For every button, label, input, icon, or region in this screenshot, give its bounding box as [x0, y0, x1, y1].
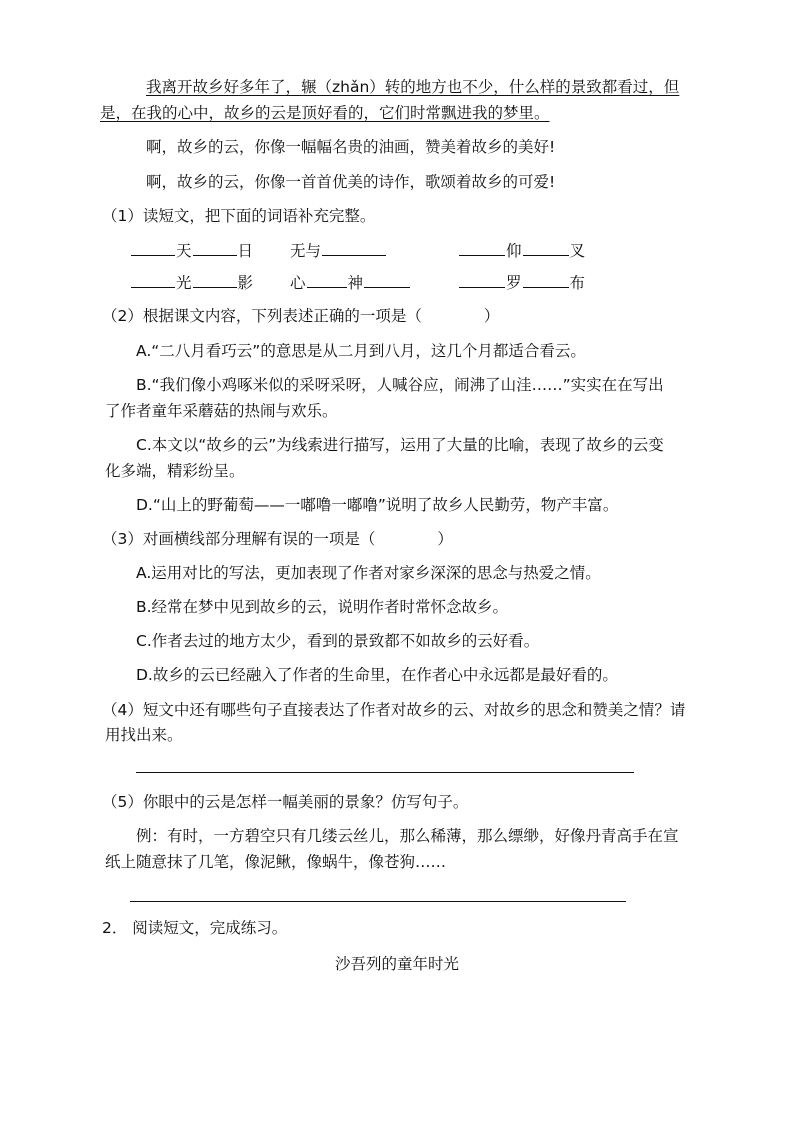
q3-option-a: A.运用对比的写法，更加表现了作者对家乡深深的思念与热爱之情。 [136, 564, 601, 582]
q1-word-5 [290, 269, 411, 295]
q2-option-b-line-2: 了作者童年采蘑菇的热闹与欢乐。 [105, 402, 338, 420]
q1-word-1 [130, 237, 253, 263]
question-2-prompt [102, 304, 499, 328]
q2-option-c-line-2: 化多端，精彩纷呈。 [105, 462, 245, 480]
word-char: 日 [237, 242, 254, 260]
question-4-line-1: （4）短文中还有哪些句子直接表达了作者对故乡的云、对故乡的思念和赞美之情？请 [102, 701, 686, 719]
passage-underlined-line-1: 我离开故乡好多年了，辗（zhǎn）转的地方也不少，什么样的景致都看过，但 [146, 78, 680, 96]
q5-example-line-2: 纸上随意抹了几笔，像泥鳅，像蜗牛，像苍狗…… [105, 853, 447, 871]
q2-option-b-line-1: B.“我们像小鸡啄米似的采呀采呀，人喊谷应，闹沸了山洼……”实实在在写出 [136, 376, 664, 394]
word-char: 罗 [506, 274, 522, 292]
q3-close-paren: ） [437, 530, 453, 548]
q2-option-a: A.“二八月看巧云”的意思是从二月到八月，这几个月都适合看云。 [136, 342, 586, 360]
q2-option-c-line-1: C.本文以“故乡的云”为线索进行描写，运用了大量的比喻，表现了故乡的云变 [136, 436, 664, 454]
fill-blank[interactable] [523, 269, 569, 288]
question-3-prompt [102, 527, 453, 551]
passage-title: 沙吾列的童年时光 [334, 955, 459, 973]
word-char: 天 [176, 242, 192, 260]
word-char: 仰 [506, 242, 522, 260]
q1-word-4 [130, 269, 253, 295]
fill-blank[interactable] [307, 269, 347, 288]
word-char: 叉 [569, 242, 586, 260]
q2-close-paren: ） [483, 307, 500, 325]
question-5-prompt: （5）你眼中的云是怎样一幅美丽的景象？仿写句子。 [102, 793, 469, 811]
q3-prompt-text: （3）对画横线部分理解有误的一项是（ [102, 530, 376, 548]
fill-blank[interactable] [322, 237, 386, 256]
q3-option-d: D.故乡的云已经融入了作者的生命里，在作者心中永远都是最好看的。 [136, 666, 618, 684]
q4-answer-line[interactable] [136, 772, 634, 773]
q3-option-c: C.作者去过的地方太少，看到的景致都不如故乡的云好看。 [136, 632, 540, 650]
word-char: 影 [237, 274, 254, 292]
fill-blank[interactable] [523, 237, 569, 256]
fill-blank[interactable] [131, 237, 175, 256]
word-char: 无与 [290, 242, 322, 260]
fill-blank[interactable] [459, 237, 505, 256]
fill-blank[interactable] [193, 237, 237, 256]
question-1-prompt: （1）读短文，把下面的词语补充完整。 [102, 207, 376, 225]
q5-answer-line[interactable] [130, 901, 626, 902]
passage-line-4: 啊，故乡的云，你像一首首优美的诗作，歌颂着故乡的可爱! [146, 173, 556, 191]
passage-line-3: 啊，故乡的云，你像一幅幅名贵的油画，赞美着故乡的美好! [146, 138, 556, 156]
section-2-heading: 2． 阅读短文，完成练习。 [102, 919, 288, 937]
q3-option-b: B.经常在梦中见到故乡的云，说明作者时常怀念故乡。 [136, 598, 509, 616]
passage-underlined-line-2: 是，在我的心中，故乡的云是顶好看的，它们时常飘进我的梦里。 [100, 104, 550, 122]
word-char: 心 [290, 274, 306, 292]
word-char: 布 [569, 274, 586, 292]
word-char: 神 [347, 274, 364, 292]
q1-word-6 [458, 269, 585, 295]
q5-example-line-1: 例：有时，一方碧空只有几缕云丝儿，那么稀薄，那么缥缈，好像丹青高手在宣 [136, 827, 679, 845]
q2-prompt-text: （2）根据课文内容，下列表述正确的一项是（ [102, 307, 422, 325]
q2-option-d: D.“山上的野葡萄——一嘟噜一嘟噜”说明了故乡人民勤劳，物产丰富。 [136, 496, 619, 514]
q1-word-3 [458, 237, 585, 263]
question-4-line-2: 用找出来。 [105, 726, 183, 744]
fill-blank[interactable] [364, 269, 410, 288]
fill-blank[interactable] [131, 269, 175, 288]
fill-blank[interactable] [193, 269, 237, 288]
q1-word-2 [290, 237, 387, 263]
word-char: 光 [176, 274, 192, 292]
fill-blank[interactable] [459, 269, 505, 288]
